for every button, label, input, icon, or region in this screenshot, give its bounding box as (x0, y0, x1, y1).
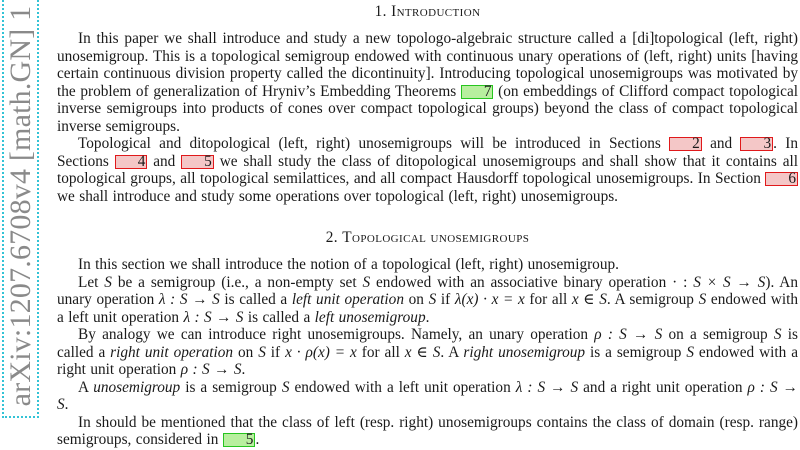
paragraph-text: endowed with a left unit operation (57, 291, 798, 326)
math-expression: S (104, 273, 112, 291)
paragraph-text: . In Sections (57, 135, 799, 170)
paragraph-text: is a semigroup (180, 378, 282, 396)
paragraph-text: is called a (243, 308, 315, 326)
section2-paragraph-1: In this section we shall introduce the notion of a topological (left, right) unosemigroup. (78, 256, 619, 273)
paragraph-text: and (147, 152, 182, 170)
section-ref-number: 3 (763, 135, 772, 152)
paragraph-text: By analogy we can introduce right unosemigroups. Namely, an unary operation (78, 326, 595, 343)
paragraph-text: . (425, 308, 430, 326)
citation-link[interactable] (461, 82, 494, 100)
paragraph-text: if (265, 343, 286, 361)
math-expression: λ : S → S (183, 308, 244, 326)
math-expression: S (773, 326, 782, 343)
math-expression: λ(x) · x = x (454, 291, 525, 308)
paragraph-text: is called a (57, 326, 798, 361)
citation-number: 7 (483, 82, 492, 100)
paragraph-text: Let (78, 273, 105, 291)
paragraph-text: endowed with a left unit operation (289, 378, 516, 396)
section-number: 1. (374, 3, 387, 20)
paragraph-text: endowed with a right unit operation (57, 343, 798, 378)
math-expression: x · ρ(x) = x (285, 343, 357, 361)
citation-link[interactable] (223, 433, 256, 447)
section-ref-link[interactable] (765, 172, 798, 186)
intro-paragraph-2 (57, 135, 798, 205)
paragraph-text: for all (356, 343, 405, 361)
defined-term: left unosemigroup (314, 308, 426, 326)
paragraph-text: on a semigroup (662, 326, 774, 343)
math-expression: x ∈ S (571, 291, 607, 308)
paragraph-text: . (64, 396, 69, 413)
section2-paragraph-4 (57, 379, 798, 414)
defined-term: unosemigroup (93, 378, 181, 396)
paragraph-text: In should be mentioned that the class of left (resp. right) unosemigroups contains the class of domain (resp. range) semigroups, considered in (57, 413, 798, 448)
paragraph-text: Topological and ditopological (left, right) unosemigroups will be introduced in Sections (78, 135, 670, 152)
paragraph-text: (on embeddings of Clifford compact topological inverse semigroups into products of cones over compact topological groups) beyond the class of compact topological inverse semigroups. (57, 82, 798, 135)
paragraph-text: and a right unit operation (578, 378, 748, 396)
section-ref-link[interactable] (181, 152, 214, 170)
math-expression: S × S → S (693, 273, 766, 291)
paragraph-text: be a semigroup (i.e., a non-empty set (111, 273, 363, 291)
section-ref-number: 6 (788, 170, 796, 187)
math-expression: ρ : S → S (594, 326, 663, 343)
math-expression: S (258, 343, 266, 361)
section-ref-link[interactable] (115, 152, 148, 170)
introduction-body (57, 30, 798, 205)
section2-body (57, 256, 798, 449)
section-ref-link[interactable] (740, 137, 773, 151)
arxiv-identifier-stamp (2, 0, 39, 418)
defined-term: left unit operation (291, 291, 404, 308)
section-title: Introduction (391, 3, 481, 20)
paragraph-text: endowed with an associative binary operation · : (370, 273, 694, 291)
paragraph-text: A (78, 378, 94, 396)
paragraph-text: we shall study the class of ditopological unosemigroups and shall show that it contains all topological groups, all topological semilattices, and all compact Hausdorff topological unosemigroups. In Section (57, 152, 798, 187)
section2-paragraph-2 (57, 274, 798, 327)
paragraph-text: . (255, 431, 260, 448)
paragraph-text: and (701, 135, 741, 152)
math-expression: ρ : S → S (57, 378, 798, 413)
paragraph-text: is called a (219, 291, 292, 308)
paragraph-text: is a semigroup (585, 343, 687, 361)
math-expression: S (362, 273, 371, 291)
math-expression: S (281, 378, 290, 396)
section-heading-topological-unosemigroups (57, 229, 798, 247)
paragraph-text: we shall introduce and study some operations over topological (left, right) unosemigroups. (57, 187, 618, 205)
paragraph-text: ). An unary operation (57, 273, 798, 308)
section-ref-number: 5 (204, 152, 212, 170)
defined-term: right unit operation (110, 343, 234, 361)
section-ref-link[interactable] (669, 137, 702, 151)
paragraph-text: if (436, 291, 455, 308)
math-expression: x ∈ S (404, 343, 441, 361)
paragraph-text: on (403, 291, 429, 308)
math-expression: λ : S → S (158, 291, 220, 308)
math-expression: ρ : S → S (180, 361, 242, 378)
section2-paragraph-5 (57, 414, 798, 449)
arxiv-identifier-text: arXiv:1207.6708v4 [math.GN] 1 (3, 5, 37, 407)
section-heading-introduction (57, 3, 798, 21)
paragraph-text: . A semigroup (606, 291, 699, 308)
paragraph-text: . (241, 361, 246, 378)
citation-number: 5 (245, 431, 254, 448)
paragraph-text: for all (524, 291, 572, 308)
section-ref-number: 4 (137, 152, 146, 170)
section2-paragraph-3 (57, 326, 798, 379)
math-expression: S (698, 291, 707, 308)
paragraph-text: . A (440, 343, 464, 361)
section-title: Topological unosemigroups (342, 229, 530, 246)
defined-term: right unosemigroup (463, 343, 586, 361)
math-expression: S (686, 343, 694, 361)
math-expression: S (428, 291, 437, 308)
math-expression: λ : S → S (515, 378, 579, 396)
paragraph-text: In this paper we shall introduce and study a new topologo-algebraic structure called a [di]topological (left, right) unosemigroup. This is a topological semigroup endowed with continuous unary operations of (left, right) units [having certain continuous division property called the dicontinuity]. Introducing topological unosemigroups was motivated by the problem of generalization of Hryniv’s Embedding Theorems (57, 30, 798, 100)
section-number: 2. (325, 229, 339, 246)
paragraph-text: on (233, 343, 259, 361)
intro-paragraph-1 (57, 30, 798, 135)
section-ref-number: 2 (692, 135, 700, 152)
